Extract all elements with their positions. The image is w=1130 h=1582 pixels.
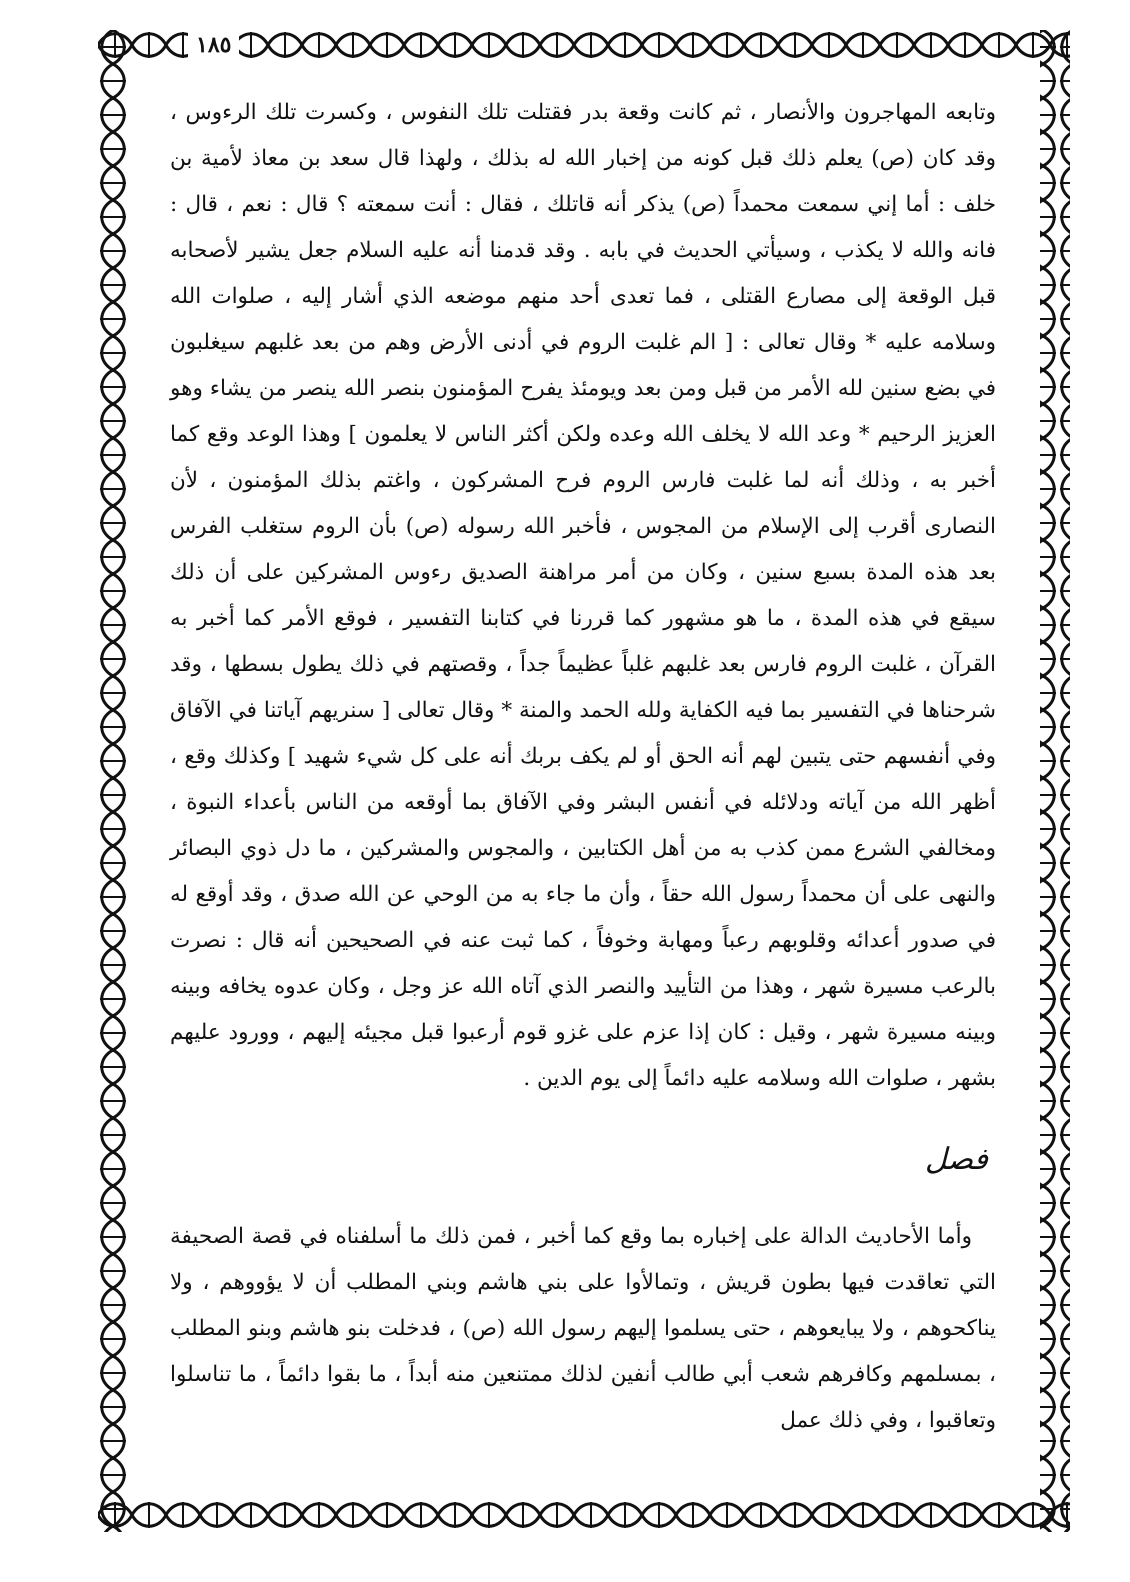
body-paragraph: وأما الأحاديث الدالة على إخباره بما وقع كما أخبر ، فمن ذلك ما أسلفناه في قصة الصحيفة التي تعاقدت فيها بطون قريش ، وتمالأوا على بني هاشم وبني المطلب أن لا يؤووهم ، ولا يناكحوهم ، ولا يبايعوهم ، حتى يسلموا إليهم رسول الله (ص) ، فدخلت بنو هاشم وبنو المطلب ، بمسلمهم وكافرهم شعب أبي طالب أنفين لذلك ممتنعين منه أبداً ، ما بقوا دائماً ، ما تناسلوا وتعاقبوا ، وفي ذلك عمل [170,1224,996,1433]
section-heading: فصل [924,1142,988,1177]
body-paragraph: وتابعه المهاجرون والأنصار ، ثم كانت وقعة بدر فقتلت تلك النفوس ، وكسرت تلك الرءوس ، وقد كان (ص) يعلم ذلك قبل كونه من إخبار الله له بذلك ، ولهذا قال سعد بن معاذ لأمية بن خلف : أما إني سمعت محمداً (ص) يذكر أنه قاتلك ، فقال : أنت سمعته ؟ قال : نعم ، قال : فانه والله لا يكذب ، وسيأتي الحديث في بابه . وقد قدمنا أنه عليه السلام جعل يشير لأصحابه قبل الوقعة إلى مصارع القتلى ، فما تعدى أحد منهم موضعه الذي أشار إليه ، صلوات الله وسلامه عليه * وقال تعالى : [ الم غلبت الروم في أدنى الأرض وهم من بعد غلبهم سيغلبون في بضع سنين لله الأمر من قبل ومن بعد ويومئذ يفرح المؤمنون بنصر الله ينصر من يشاء وهو العزيز الرحيم * وعد الله لا يخلف الله وعده ولكن أكثر الناس لا يعلمون ] وهذا الوعد وقع كما أخبر به ، وذلك أنه لما غلبت فارس الروم فرح المشركون ، واغتم بذلك المؤمنون ، لأن النصارى أقرب إلى الإسلام من المجوس ، فأخبر الله رسوله (ص) بأن الروم ستغلب الفرس بعد هذه المدة بسبع سنين ، وكان من أمر مراهنة الصديق رءوس المشركين على أن ذلك سيقع في هذه المدة ، ما هو مشهور كما قررنا في كتابنا التفسير ، فوقع الأمر كما أخبر به القرآن ، غلبت الروم فارس بعد غلبهم غلباً عظيماً جداً ، وقصتهم في ذلك يطول بسطها ، وقد شرحناها في التفسير بما فيه الكفاية ولله الحمد والمنة * وقال تعالى [ سنريهم آياتنا في الآفاق وفي أنفسهم حتى يتبين لهم أنه الحق أو لم يكف بربك أنه على كل شيء شهيد ] وكذلك وقع ، أظهر الله من آياته ودلائله في أنفس البشر وفي الآفاق بما أوقعه من الناس بأعداء النبوة ، ومخالفي الشرع ممن كذب به من أهل الكتابين ، والمجوس والمشركين ، ما دل ذوي البصائر والنهى على أن محمداً رسول الله حقاً ، وأن ما جاء به من الوحي عن الله صدق ، وقد أوقع له في صدور أعدائه وقلوبهم رعباً ومهابة وخوفاً ، كما ثبت عنه في الصحيحين أنه قال : نصرت بالرعب مسيرة شهر ، وهذا من التأييد والنصر الذي آتاه الله عز وجل ، وكان عدوه يخافه وبينه وبينه مسيرة شهر ، وقيل : كان إذا عزم على غزو قوم أرعبوا قبل مجيئه إليهم ، وورود عليهم بشهر ، صلوات الله وسلامه عليه دائماً إلى يوم الدين . [170,100,997,1091]
page-number: ١٨٥ [188,32,239,58]
page-frame [98,30,1070,1532]
page-content [170,90,996,1444]
